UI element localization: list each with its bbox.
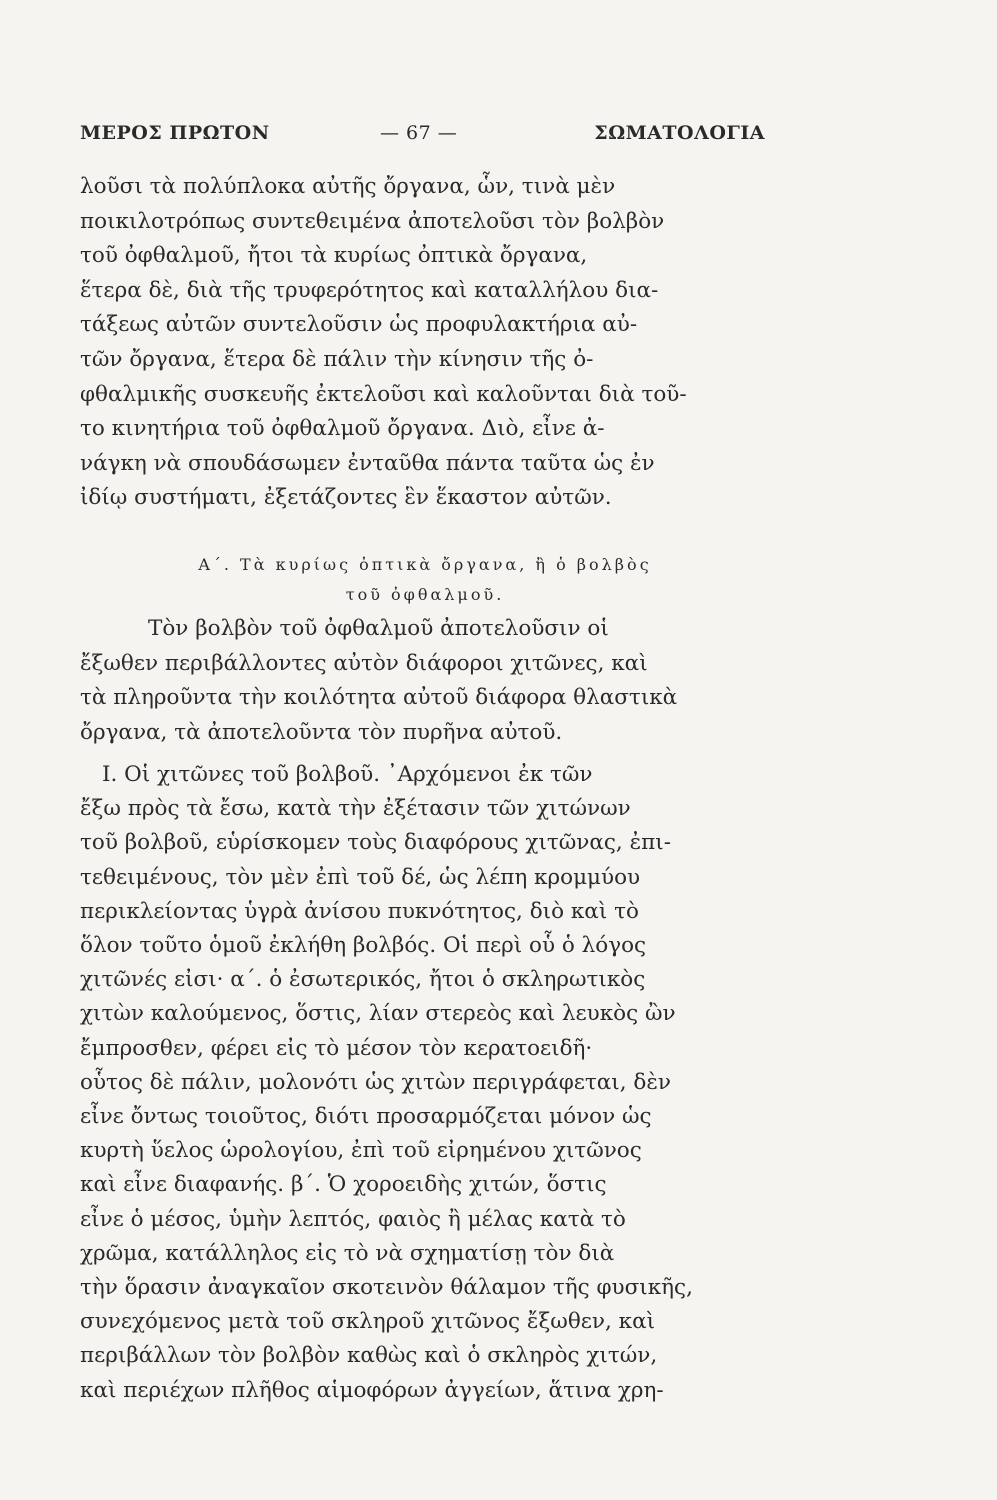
text-line: τὴν ὅρασιν ἀναγκαῖον σκοτεινὸν θάλαμον τῆς φυσικῆς, <box>80 1275 693 1301</box>
text-line: οὗτος δὲ πάλιν, μολονότι ὡς χιτὼν περιγράφεται, δὲν <box>80 1069 671 1095</box>
text-line: λοῦσι τὰ πολύπλοκα αὐτῆς ὄργανα, ὧν, τινὰ μὲν <box>80 174 616 199</box>
header-part-title: ΜΕΡΟΣ ΠΡΩΤΟΝ <box>80 122 270 144</box>
text-line: κυρτὴ ὕελος ὡρολογίου, ἐπὶ τοῦ εἰρημένου χιτῶνος <box>80 1138 642 1164</box>
text-line: περικλείοντας ὑγρὰ ἀνίσου πυκνότητος, διὸ καὶ τὸ <box>80 898 639 924</box>
text-line: I. Οἱ χιτῶνες τοῦ βολβοῦ. ᾿Αρχόμενοι ἐκ τῶν <box>102 762 593 787</box>
text-line: εἶνε ὄντως τοιοῦτος, διότι προσαρμόζεται μόνον ὡς <box>80 1104 652 1130</box>
paragraph-1 <box>80 170 770 516</box>
text-line: φθαλμικῆς συσκευῆς ἐκτελοῦσι καὶ καλοῦνται διὰ τοῦ- <box>80 381 687 407</box>
text-line: ἔξωθεν περιβάλλοντες αὐτὸν διάφοροι χιτῶνες, καὶ <box>80 650 648 676</box>
section-heading-line-1: Α΄. Τὰ κυρίως ὀπτικὰ ὄργανα, ἢ ὁ βολβὸς <box>198 555 652 574</box>
text-line: περιβάλλων τὸν βολβὸν καθὼς καὶ ὁ σκληρὸς χιτών, <box>80 1343 658 1369</box>
running-header <box>80 122 765 154</box>
text-line: ἕτερα δὲ, διὰ τῆς τρυφερότητος καὶ καταλλήλου δια- <box>80 277 659 303</box>
text-line: ἔξω πρὸς τὰ ἔσω, κατὰ τὴν ἐξέτασιν τῶν χιτώνων <box>80 796 631 822</box>
text-line: το κινητήρια τοῦ ὀφθαλμοῦ ὄργανα. Διὸ, εἶνε ἀ- <box>80 416 605 442</box>
text-line: χιτῶνές εἰσι· α΄. ὁ ἐσωτερικός, ἤτοι ὁ σκληρωτικὸς <box>80 967 646 993</box>
text-line: ἔμπροσθεν, φέρει εἰς τὸ μέσον τὸν κερατοειδῆ· <box>80 1035 593 1061</box>
section-heading <box>80 550 770 610</box>
text-line: εἶνε ὁ μέσος, ὑμὴν λεπτός, φαιὸς ἢ μέλας κατὰ τὸ <box>80 1206 626 1232</box>
text-line: καὶ εἶνε διαφανής. β΄. Ὁ χοροειδὴς χιτών, ὅστις <box>80 1172 607 1198</box>
text-line: τῶν ὄργανα, ἕτερα δὲ πάλιν τὴν κίνησιν τῆς ὀ- <box>80 346 594 372</box>
text-line: ὅλον τοῦτο ὁμοῦ ἐκλήθη βολβός. Οἱ περὶ οὗ ὁ λόγος <box>80 933 647 959</box>
text-line: τάξεως αὐτῶν συντελοῦσιν ὡς προφυλακτήρια αὐ- <box>80 312 638 338</box>
section-heading-line-2: τοῦ ὀφθαλμοῦ. <box>345 585 505 604</box>
text-line: τὰ πληροῦντα τὴν κοιλότητα αὐτοῦ διάφορα θλαστικὰ <box>80 685 678 711</box>
text-line: χρῶμα, κατάλληλος εἰς τὸ νὰ σχηματίσῃ τὸν διὰ <box>80 1240 615 1266</box>
paragraph-2 <box>80 612 770 750</box>
text-line: ποικιλοτρόπως συντεθειμένα ἀποτελοῦσι τὸν βολβὸν <box>80 208 665 234</box>
text-line: τοῦ ὀφθαλμοῦ, ἤτοι τὰ κυρίως ὀπτικὰ ὄργανα, <box>80 243 588 269</box>
text-line: συνεχόμενος μετὰ τοῦ σκληροῦ χιτῶνος ἔξωθεν, καὶ <box>80 1309 656 1335</box>
page-number: — 67 — <box>380 122 458 144</box>
text-line: χιτὼν καλούμενος, ὅστις, λίαν στερεὸς καὶ λευκὸς ὢν <box>80 1001 676 1027</box>
text-line: ὄργανα, τὰ ἀποτελοῦντα τὸν πυρῆνα αὐτοῦ. <box>80 719 563 745</box>
text-line: τεθειμένους, τὸν μὲν ἐπὶ τοῦ δέ, ὡς λέπη κρομμύου <box>80 864 641 890</box>
text-line: νάγκη νὰ σπουδάσωμεν ἐνταῦθα πάντα ταῦτα ὡς ἐν <box>80 450 655 476</box>
paragraph-3 <box>80 758 770 1408</box>
text-line: καὶ περιέχων πλῆθος αἱμοφόρων ἀγγείων, ἅτινα χρη- <box>80 1377 664 1403</box>
header-section-title: ΣΩΜΑΤΟΛΟΓΙΑ <box>594 122 765 144</box>
text-line: ἰδίῳ συστήματι, ἐξετάζοντες ἓν ἕκαστον αὐτῶν. <box>80 485 612 511</box>
text-line: τοῦ βολβοῦ, εὑρίσκομεν τοὺς διαφόρους χιτῶνας, ἐπι- <box>80 830 671 856</box>
text-line: Τὸν βολβὸν τοῦ ὀφθαλμοῦ ἀποτελοῦσιν οἱ <box>148 616 609 641</box>
